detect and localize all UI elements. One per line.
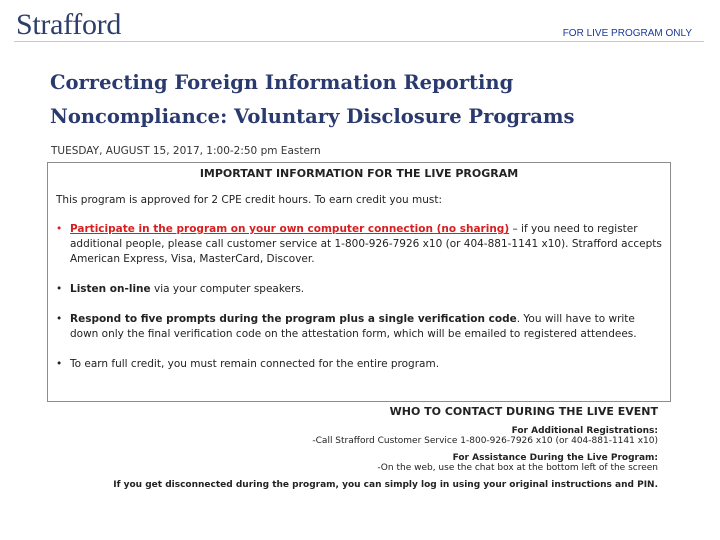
info-box-title: IMPORTANT INFORMATION FOR THE LIVE PROGRAM bbox=[199, 167, 519, 180]
participate-text: – if you need to register additional people, please call customer service at 1-800-926-7926 x10 (or 404-881-1141 x10). Strafford accepts American Express, Visa, MasterCard, Discover. bbox=[70, 223, 662, 265]
listen-online-rest: via your computer speakers. bbox=[150, 283, 305, 295]
contact-section bbox=[18, 405, 658, 490]
participate-link[interactable]: Participate in the program on your own computer connection (no sharing) bbox=[70, 223, 510, 235]
live-program-label: FOR LIVE PROGRAM ONLY bbox=[562, 28, 692, 39]
credit-intro bbox=[56, 194, 662, 206]
registrations-heading: For Additional Registrations: bbox=[511, 426, 658, 436]
contact-title: WHO TO CONTACT DURING THE LIVE EVENT bbox=[389, 405, 658, 418]
title-line-2: Noncompliance: Voluntary Disclosure Programs bbox=[50, 105, 575, 128]
assistance-line: -On the web, use the chat box at the bottom left of the screen bbox=[377, 463, 658, 473]
bullet-icon: • bbox=[56, 313, 63, 325]
strafford-logo: Strafford bbox=[16, 8, 122, 41]
title-line-1: Correcting Foreign Information Reporting bbox=[50, 71, 514, 94]
requirements-list bbox=[56, 222, 662, 372]
header-divider bbox=[14, 41, 704, 42]
listen-online-text: Listen on-line bbox=[70, 283, 151, 295]
respond-prompts-text: Respond to five prompts during the program plus a single verification code bbox=[70, 313, 517, 325]
bullet-icon: • bbox=[56, 358, 63, 370]
credit-intro-start: This program is approved for 2 CPE credit hours bbox=[56, 194, 308, 206]
disconnect-note: If you get disconnected during the program, you can simply log in using your original instructions and PIN. bbox=[113, 480, 658, 490]
list-item bbox=[56, 222, 662, 267]
full-credit-text: To earn full credit, you must remain connected for the entire program. bbox=[70, 358, 440, 370]
bullet-icon: • bbox=[56, 283, 63, 295]
credit-intro-end: . To earn credit you must: bbox=[307, 194, 443, 206]
registrations-line: -Call Strafford Customer Service 1-800-926-7926 x10 (or 404-881-1141 x10) bbox=[312, 436, 658, 446]
list-item bbox=[56, 357, 662, 372]
list-item bbox=[56, 282, 662, 297]
respond-prompts-rest: . You will have to write down only the final verification code on the attestation form, which will be emailed to registered attendees. bbox=[70, 313, 637, 340]
page-title bbox=[50, 66, 690, 134]
important-info-box bbox=[47, 162, 671, 402]
program-date: TUESDAY, AUGUST 15, 2017, 1:00-2:50 pm Eastern bbox=[51, 145, 321, 157]
bullet-icon: • bbox=[56, 223, 63, 235]
list-item bbox=[56, 312, 662, 342]
assistance-heading: For Assistance During the Live Program: bbox=[452, 453, 658, 463]
